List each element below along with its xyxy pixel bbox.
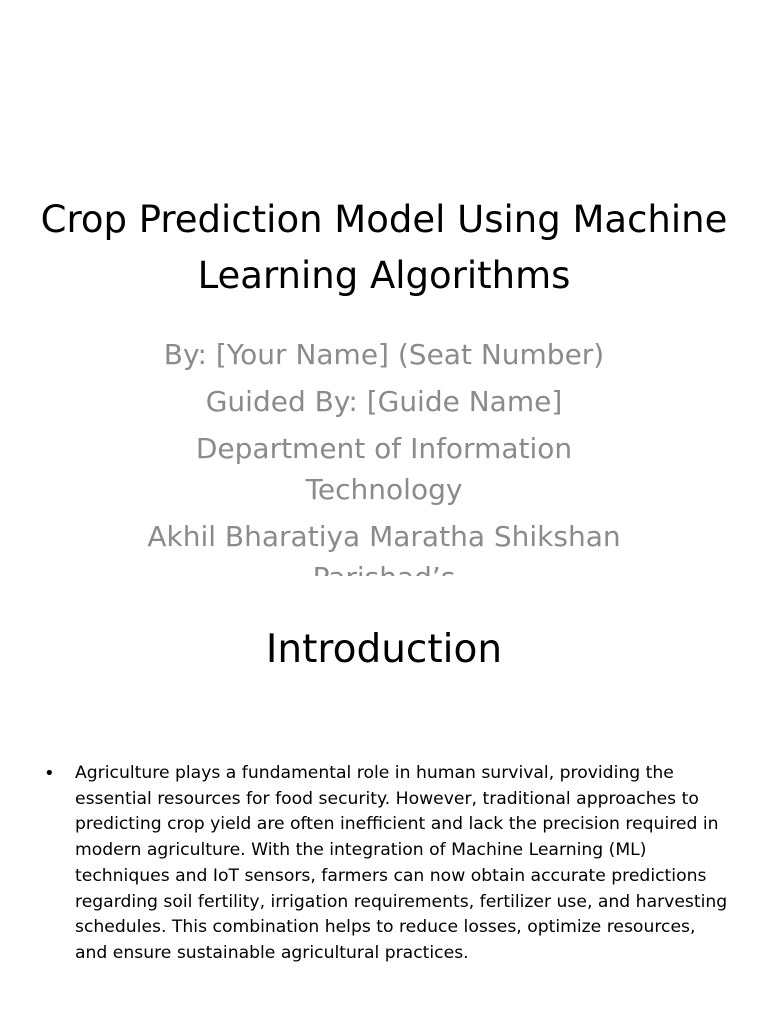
introduction-slide (0, 576, 768, 1024)
bullet-icon: • (44, 763, 55, 784)
institution-line: Akhil Bharatiya Maratha Shikshan (147, 520, 621, 553)
bullet-text: Agriculture plays a fundamental role in human survival, providing the essential resources for food security. However, traditional approaches to predicting crop yield are often inefficient and lack the precision required in modern agriculture. With the integration of Machine Learning (ML) techniques and IoT sensors, farmers can now obtain accurate predictions regarding soil fertility, irrigation requirements, fertilizer use, and harvesting schedules. This combination helps to reduce losses, optimize resources, and ensure sustainable agricultural practices. (75, 763, 728, 963)
author-line: By: [Your Name] (Seat Number) (163, 338, 605, 371)
bullet-list (40, 761, 730, 967)
slide-title: Introduction (265, 627, 503, 672)
slide-title: Crop Prediction Model Using Machine Learning Algorithms (40, 198, 728, 297)
subtitle-box (120, 334, 648, 576)
department-line: Department of Information Technology (195, 432, 573, 506)
guide-line: Guided By: [Guide Name] (205, 385, 563, 418)
list-item (40, 761, 730, 967)
